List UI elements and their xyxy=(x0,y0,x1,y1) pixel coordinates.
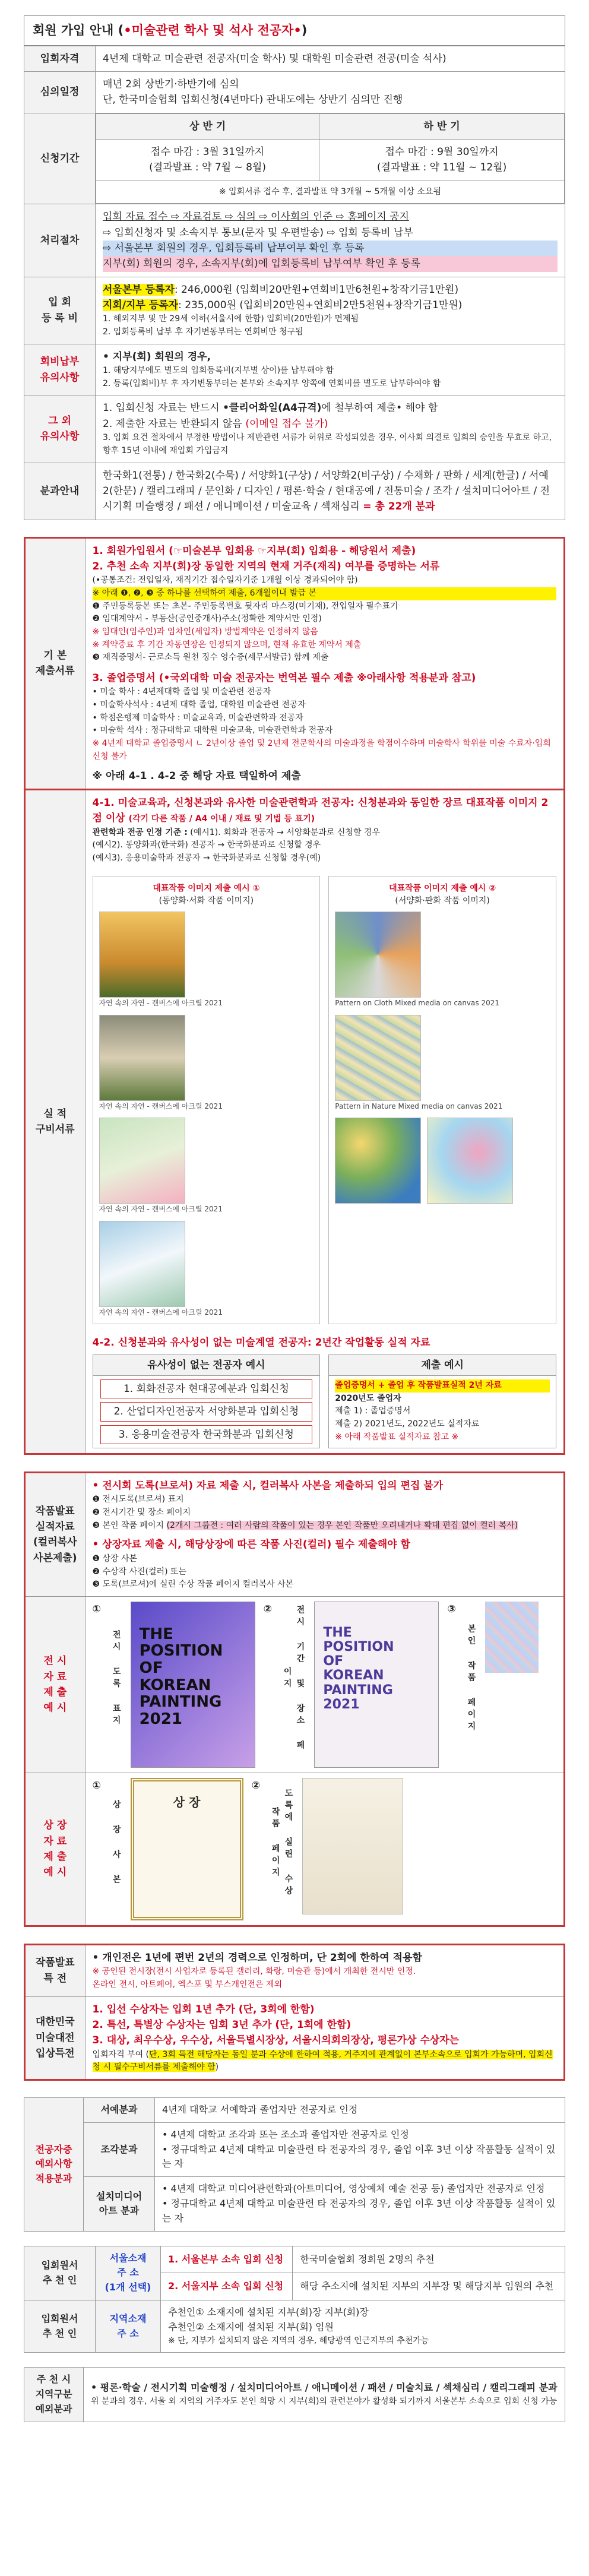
row-payment: 회비납부 유의사항 • 지부(회) 회원의 경우, 1. 해당지부에도 별도의 입회등록비(지부별 상이)를 납부해야 함 2. 등록(입회비)부 후 자기변동부터는 본부와 소속지부 양쪽에 연회비를 별도로 납부하여야 함 xyxy=(24,344,565,395)
example-1: 대표작품 이미지 제출 예시 ① (동양화·서화 작품 이미지) 자연 속의 자연 - 캔버스에 아크릴 2021 자연 속의 자연 - 캔버스에 아크릴 2021 자연 속의 자연 - 캔버스에 아크릴 2021 자연 속의 자연 - 캔버스에 아크릴 2021 xyxy=(93,876,321,1325)
row-etc: 그 외 유의사항 1. 입회신청 자료는 반드시 •클리어화일(A4규격)에 철부하여 제출• 해야 함 2. 제출한 자료는 반환되지 않음 (이메일 접수 불가) 3. 입회 요건 절차에서 부정한 방법이나 제반관련 서류가 허위로 작성되었을 경우, 이사회 의결로 입회의 승인을 무효로 하고, 향후 15년 이내에 재입회 가입금지 xyxy=(24,395,565,463)
row-period: 신청기간 상 반 기 하 반 기 접수 마감 : 3월 31일까지 (결과발표 : 약 7월 ~ 8월) 접수 마감 : 9월 30일까지 (결과발표 : 약 11월 ~ 12월) ※ 입회서류 접수 후, 결과발표 약 3개월 ~ 5개월 이상 소요됨 xyxy=(24,113,565,204)
report-section: 작품발표 실적자료 (컬러복사 사본제출) • 전시회 도록(브로셔) 자료 제출 시, 컬러복사 사본을 제출하되 입의 편집 불가 ❶ 전시도록(브로셔) 표지 ❷ 전시기간 및 장소 페이지 ❸ 본인 작품 페이지 (2개시 그룹전 : 여러 사람의 작품이 있는 경우 본인 작품만 오려내거나 확대 편집 없이 컬러 복사) • 상장자료 제출 시, 해당상장에 따른 작품 사진(컬러) 필수 제출해야 함 ❶ 상장 사본 ❷ 수상작 사진(컬러) 또는 ❸ 도록(브로셔)에 실린 수상 작품 페이지 컬러복사 사본 전 시 자 료 제 출 예 시 ① 전시 도록 표지 THE POSITION OF KOREAN PAINTING 2021 ② 전시 기간 및 장소 페이지 THE POSITION OF KOREAN PAINTING 2021 ③ 본인 작품 페이지 상 장 자 료 제 출 예 시 ① 상 장 사 본 상 장 ② 도록에 실린 수상 작품 페이지 xyxy=(24,1471,565,1927)
catalog-cover: THE POSITION OF KOREAN PAINTING 2021 xyxy=(131,1602,255,1768)
dissimilar-majors: 유사성이 없는 전공자 예시 1. 회화전공자 현대공예분과 입회신청 2. 산업디자인전공자 서양화분과 입회신청 3. 응용미술전공자 한국화분과 입회신청 xyxy=(93,1355,321,1448)
basic-documents: 기 본 제출서류 1. 회원가입원서 (☞미술본부 입회용 ☞지부(회) 입회용 - 해당원서 제출) 2. 추천 소속 지부(회)장 동일한 지역의 현재 거주(재직) 여부를 증명하는 서류 (•공통조건: 전입일자, 재직기간 접수일자기준 1개월 이상 경과되어야 함) ※ 아래 ❶, ❷, ❸ 중 하나를 선택하여 제출, 6개월이내 발급 본 ❶ 주민등록등본 또는 초본- 주민등록번호 뒷자리 마스킹(미기재), 전입일자 필수표기 ❷ 임대계약서 - 부동산(공인중개사)주소(정확한 계약서만 인정) ※ 임대인(임주인)과 임차인(세입자) 방법계약은 인정하지 않음 ※ 계약중료 후 기간 자동연장은 인정되지 않으며, 현재 유효한 계약서 제출 ❸ 재직증명서- 근로소득 원천 징수 영수증(세무서발급) 함께 제출 3. 졸업증명서 (•국외대학 미술 전공자는 번역본 필수 제출 ※아래사항 적용분과 참고) • 미술 학사 : 4년제대학 졸업 및 미술관련 전공자 • 미술학사석사 : 4년제 대학 졸업, 대학원 미술관련 전공자 • 학점은행제 미술학사 : 미술교육과, 미술관련학과 전공자 • 미술학 석사 : 정규대학교 대학원 미술교육, 미술관련학과 전공자 ※ 4년제 대학교 졸업증명서 ㄴ 2년이상 졸업 및 2년제 전문학사의 미술과정을 학점이수하며 미술학사 학위를 미술 수료자·입회신청 불가 ※ 아래 4-1 . 4-2 중 해당 자료 택일하여 제출 xyxy=(24,537,565,790)
special-section: 작품발표 특 전 • 개인전은 1년에 편번 2년의 경력으로 인정하며, 단 2회에 한하여 적용함 ※ 공인된 전시장(전시 사업자로 등록된 갤러리, 화랑, 미술관 등)에서 개최한 전시만 인정. 온라인 전시, 아트페어, 엑스포 및 부스개인전은 제외 대한민국 미술대전 입상특전 1. 입선 수상자는 입회 1년 추가 (단, 3회에 한함) 2. 특선, 특별상 수상자는 입회 3년 추가 (단, 1회에 한함) 3. 대상, 최우수상, 우수상, 서울특별시장상, 서울시의회의장상, 평론가상 수상자는 입회자격 부여 (단, 3회 특전 해당자는 동일 분과 수상에 한하여 적용, 거주지에 관계없이 본부소속으로 입회가 가능하며, 입회신청 시 필수구비서류를 제출해야 함) xyxy=(24,1944,565,2081)
row-divisions: 분과안내 한국화1(전통) / 한국화2(수묵) / 서양화1(구상) / 서양화2(비구상) / 수채화 / 판화 / 세계(한글) / 서예2(한문) / 캘리그래피 / 문인화 / 디자인 / 평론·학술 / 현대공예 / 전통미술 / 조각 / 설치미디어아트 / 전시기획 미술행정 / 패션 / 애니메이션 / 미술교육 / 섹채심리 = 총 22개 분과 xyxy=(24,463,565,520)
works-documents: 실 적 구비서류 4-1. 미술교육과, 신청본과와 유사한 미술관련학과 전공자: 신청분과와 동일한 장르 대표작품 이미지 2점 이상 (각기 다른 작품 / A4 이내 / 재료 및 기법 등 표기) 관련학과 전공 인정 기준 : (예시1). 회화과 전공자 → 서양화분과로 신청할 경우 (예시2). 동양화과(한국화) 전공자 → 한국화분과로 신청할 경우 (예시3). 응용미술학과 전공자 → 한국화분과로 신청할 경우(예) 대표작품 이미지 제출 예시 ① (동양화·서화 작품 이미지) 자연 속의 자연 - 캔버스에 아크릴 2021 자연 속의 자연 - 캔버스에 아크릴 2021 자연 속의 자연 - 캔버스에 아크릴 2021 자연 속의 자연 - 캔버스에 아크릴 2021 대표작품 이미지 제출 예시 ② (서양화·판화 작품 이미지) Pattern on Cloth Mixed media on canvas 2021 Pattern in Nature Mixed media on canvas 2021 4-2. 신청분과와 유사성이 없는 미술계열 전공자: 2년간 작업활동 실적 자료 유사성이 없는 전공자 예시 1. 회화전공자 현대공예분과 입회신청 2. 산업디자인전공자 서양화분과 입회신청 3. 응용미술전공자 한국화분과 입회신청 제출 예시 졸업증명서 + 졸업 후 작품발표실적 2년 자료 2020년도 졸업자 제출 1) : 졸업증명서 제출 2) 2021년도, 2022년도 실적자료 ※ 아래 작품발표 실적자료 참고 ※ xyxy=(24,790,565,1455)
certificate: 상 장 xyxy=(131,1778,243,1920)
page-title: 회원 가입 안내 (•미술관련 학사 및 석사 전공자•) xyxy=(24,15,565,46)
majors-table: 전공자증 예외사항 적용분과 서예분과 4년제 대학교 서예학과 졸업자만 전공자로 인정 조각분과 • 4년제 대학교 조각과 또는 조소과 졸업자만 전공자로 인정 • 정규대학교 4년제 대학교 미술관련 타 전공자의 경우, 졸업 이후 3년 이상 작품활동 실적이 있는 자 설치미디어 아트 분과 • 4년제 대학교 미디어관련학과(아트미디어, 영상예체 예술 전공 등) 졸업자만 전공자로 인정 • 정규대학교 4년제 대학교 미술관련 타 전공자의 경우, 졸업 이후 3년 이상 작품활동 실적이 있는 자 xyxy=(24,2097,565,2232)
artwork-page xyxy=(485,1602,539,1673)
row-eligibility: 입회자격 4년제 대학교 미술관련 전공자(미술 학사) 및 대학원 미술관련 전공(미술 석사) xyxy=(24,46,565,71)
example-2: 대표작품 이미지 제출 예시 ② (서양화·판화 작품 이미지) Pattern on Cloth Mixed media on canvas 2021 Pattern in Nature Mixed media on canvas 2021 xyxy=(328,876,556,1325)
submission-example: 제출 예시 졸업증명서 + 졸업 후 작품발표실적 2년 자료 2020년도 졸업자 제출 1) : 졸업증명서 제출 2) 2021년도, 2022년도 실적자료 ※ 아래 작품발표 실적자료 참고 ※ xyxy=(328,1355,556,1448)
region-table: 주 천 시 지역구분 예외분과 • 평론·학술 / 전시기획 미술행정 / 설치미디어아트 / 애니메이션 / 패션 / 미술치료 / 섹채심리 / 캘리그래피 분과 위 분과의 경우, 서울 외 지역의 거주자도 본인 희망 시 지부(회)의 관련분야가 활성화 되기까지 서울본부 소속으로 입회 신청 가능 xyxy=(24,2367,565,2422)
row-fee: 입 회 등 록 비 서울본부 등록자: 246,000원 (입회비20만원+연회비1만6천원+창작기금1만원) 지회/지부 등록자: 235,000원 (입회비20만원+연회비2만5천원+창작기금1만원) 1. 해외지부 및 만 29세 이하(서울시에 한함) 입회비(20만원)가 면제됨 2. 입회등록비 납부 후 자기변동부터는 연회비만 청구됨 xyxy=(24,277,565,344)
recommender-table: 입회원서 추 천 인 서울소재 주 소 (1개 선택) 1. 서울본부 소속 입회 신청 한국미술협회 정회원 2명의 추천 2. 서울지부 소속 입회 신청 해당 추소지에 설치된 지부의 지부장 및 해당지부 임원의 추천 입회원서 추 천 인 지역소재 주 소 추천인① 소재지에 설치된 지부(회)장 지부(회)장 추천인② 소재지에 설치된 지부(회) 임원 ※ 단, 지부가 설치되지 않은 지역의 경우, 해당광역 인근지부의 추천가능 xyxy=(24,2246,565,2353)
row-schedule: 심의일정 매년 2회 상반기·하반기에 심의 단, 한국미술협회 입회신청(4년마다) 관내도에는 상반기 심의만 진행 xyxy=(24,71,565,113)
award-artwork xyxy=(302,1778,403,1914)
catalog-inner: THE POSITION OF KOREAN PAINTING 2021 xyxy=(314,1602,439,1768)
info-table xyxy=(24,46,565,520)
row-process: 처리절차 입회 자료 접수 ⇨ 자료검토 ⇨ 심의 ⇨ 이사회의 인준 ⇨ 홈페이지 공지 ⇨ 입회신청자 및 소속지부 통보(문자 및 우편발송) ⇨ 입회 등록비 납부 ⇨ 서울본부 회원의 경우, 입회등록비 납부여부 확인 후 등록 지부(회) 회원의 경우, 소속지부(회)에 입회등록비 납부여부 확인 후 등록 xyxy=(24,204,565,277)
eligibility-text: 4년제 대학교 미술관련 전공자(미술 학사) 및 대학원 미술관련 전공(미술 석사) xyxy=(96,46,565,71)
